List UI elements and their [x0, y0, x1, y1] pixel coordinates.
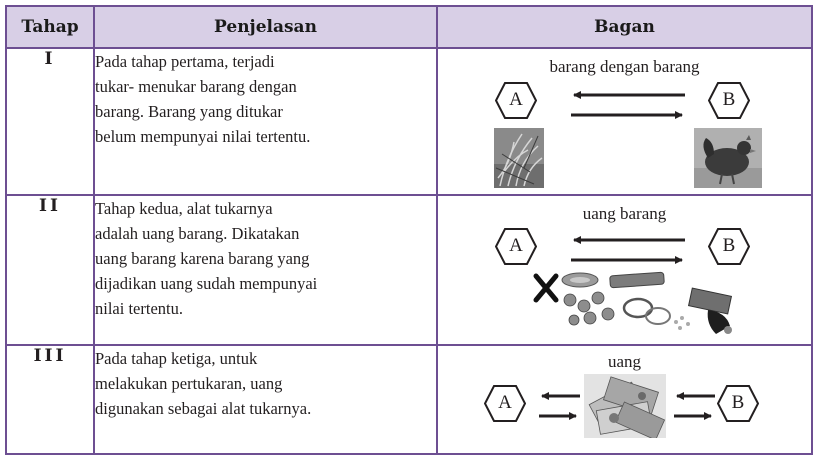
explanation-line: tukar- menukar barang dengan: [95, 77, 297, 96]
diagram-caption: barang dengan barang: [549, 57, 700, 76]
party-a-hexagon: [484, 385, 526, 422]
exchange-arrows: [568, 232, 688, 268]
commodity-money-objects-photo: [530, 270, 740, 342]
stage-explanation: [94, 345, 437, 454]
stage-diagram: [437, 195, 812, 345]
stage-number: I: [6, 48, 94, 195]
explanation-line: digunakan sebagai alat tukarnya.: [95, 399, 312, 418]
party-a-hexagon: [495, 82, 537, 119]
header-stage: Tahap: [6, 6, 94, 48]
table-row-stage-2: [6, 195, 812, 345]
stage-explanation: [94, 48, 437, 195]
rice-stalks-photo: [494, 128, 544, 188]
stage-diagram: [437, 48, 812, 195]
table-row-stage-3: [6, 345, 812, 454]
explanation-line: uang barang karena barang yang: [95, 249, 310, 268]
party-b-hexagon: [708, 228, 750, 265]
banknotes-photo: [584, 374, 666, 438]
right-exchange-arrows: [671, 388, 717, 424]
party-b-label: B: [722, 235, 736, 256]
party-a-label: A: [509, 235, 523, 256]
explanation-line: dijadikan uang sudah mempunyai: [95, 274, 318, 293]
explanation-line: nilai tertentu.: [95, 299, 183, 318]
explanation-line: melakukan pertukaran, uang: [95, 374, 283, 393]
exchange-arrows: [568, 87, 688, 123]
stage-explanation: [94, 195, 437, 345]
stage-number: III: [6, 345, 94, 454]
party-a-hexagon: [495, 228, 537, 265]
chicken-photo: [694, 128, 762, 188]
explanation-line: Pada tahap pertama, terjadi: [95, 52, 275, 71]
party-b-label: B: [722, 89, 736, 110]
header-row: [6, 6, 812, 48]
explanation-line: adalah uang barang. Dikatakan: [95, 224, 300, 243]
party-a-label: A: [509, 89, 523, 110]
table-row-stage-1: [6, 48, 812, 195]
diagram-caption: uang: [607, 352, 642, 371]
stage-diagram: [437, 345, 812, 454]
party-a-label: A: [498, 392, 512, 413]
explanation-line: Tahap kedua, alat tukarnya: [95, 199, 273, 218]
explanation-line: belum mempunyai nilai tertentu.: [95, 127, 311, 146]
header-explanation: Penjelasan: [94, 6, 437, 48]
explanation-line: barang. Barang yang ditukar: [95, 102, 283, 121]
party-b-label: B: [731, 392, 745, 413]
party-b-hexagon: [717, 385, 759, 422]
explanation-line: Pada tahap ketiga, untuk: [95, 349, 258, 368]
diagram-caption: uang barang: [582, 204, 667, 223]
stage-number: II: [6, 195, 94, 345]
economic-stages-table: [5, 5, 813, 455]
party-b-hexagon: [708, 82, 750, 119]
left-exchange-arrows: [536, 388, 582, 424]
header-diagram: Bagan: [437, 6, 812, 48]
